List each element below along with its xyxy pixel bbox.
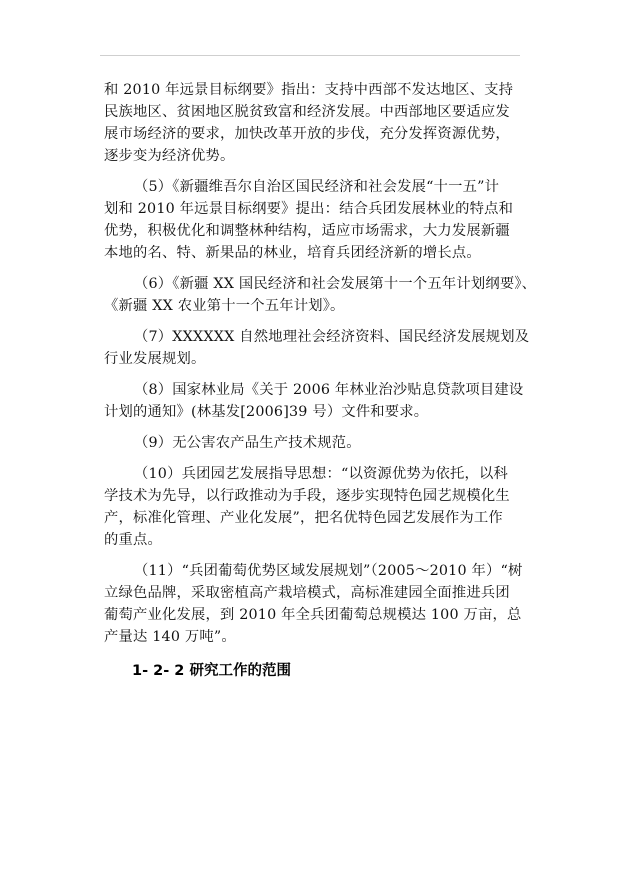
text-line: 学技术为先导，以行政推动为手段，逐步实现特色园艺规模化生 [104, 488, 510, 504]
text-line: 立绿色品牌，采取密植高产栽培模式，高标准建园全面推进兵团 [104, 585, 510, 601]
text-line: （5）《新疆维吾尔自治区国民经济和社会发展“十一五”计 [134, 179, 500, 195]
text-line: （7）XXXXXX 自然地理社会经济资料、国民经济发展规划及 [134, 329, 530, 345]
text-line: 《新疆 XX 农业第十一个五年计划》。 [104, 298, 345, 314]
text-line: 产量达 140 万吨”。 [104, 629, 236, 645]
text-line: 逐步变为经济优势。 [104, 148, 235, 164]
text-line: 优势，积极优化和调整林种结构，适应市场需求，大力发展新疆 [104, 223, 510, 239]
text-line: 展市场经济的要求，加快改革开放的步伐，充分发挥资源优势， [104, 126, 510, 142]
paragraph-item-11 [104, 560, 524, 648]
text-line: （9）无公害农产品生产技术规范。 [134, 435, 361, 451]
text-line: 的重点。 [104, 532, 162, 548]
text-line: （10）兵团园艺发展指导思想：“以资源优势为依托，以科 [134, 466, 509, 482]
paragraph-item-9 [104, 432, 524, 454]
text-line: （11）“兵团葡萄优势区域发展规划”（2005～2010 年）“树 [134, 563, 523, 579]
paragraph-item-10 [104, 463, 524, 551]
paragraph-item-7 [104, 326, 530, 370]
text-line: 产，标准化管理、产业化发展”，把名优特色园艺发展作为工作 [104, 510, 503, 526]
text-line: 计划的通知》(林基发[2006]39 号）文件和要求。 [104, 404, 429, 420]
text-line: 和 2010 年远景目标纲要》指出：支持中西部不发达地区、支持 [104, 82, 514, 98]
paragraph-item-8 [104, 379, 524, 423]
text-line: 民族地区、贫困地区脱贫致富和经济发展。中西部地区要适应发 [104, 104, 510, 120]
text-line: （6）《新疆 XX 国民经济和社会发展第十一个五年计划纲要》、 [134, 276, 537, 292]
paragraph-4-continuation [104, 79, 524, 167]
text-line: 划和 2010 年远景目标纲要》提出：结合兵团发展林业的特点和 [104, 201, 514, 217]
paragraph-item-5 [104, 176, 524, 264]
text-line: （8）国家林业局《关于 2006 年林业治沙贴息贷款项目建设 [134, 382, 524, 398]
text-line: 葡萄产业化发展，到 2010 年全兵团葡萄总规模达 100 万亩，总 [104, 607, 522, 623]
text-line: 行业发展规划。 [104, 351, 206, 367]
section-heading: 1- 2- 2 研究工作的范围 [132, 663, 291, 679]
document-body [104, 79, 537, 682]
header-rule [100, 55, 520, 56]
paragraph-item-6 [104, 273, 537, 317]
text-line: 本地的名、特、新果品的林业，培育兵团经济新的增长点。 [104, 245, 481, 261]
